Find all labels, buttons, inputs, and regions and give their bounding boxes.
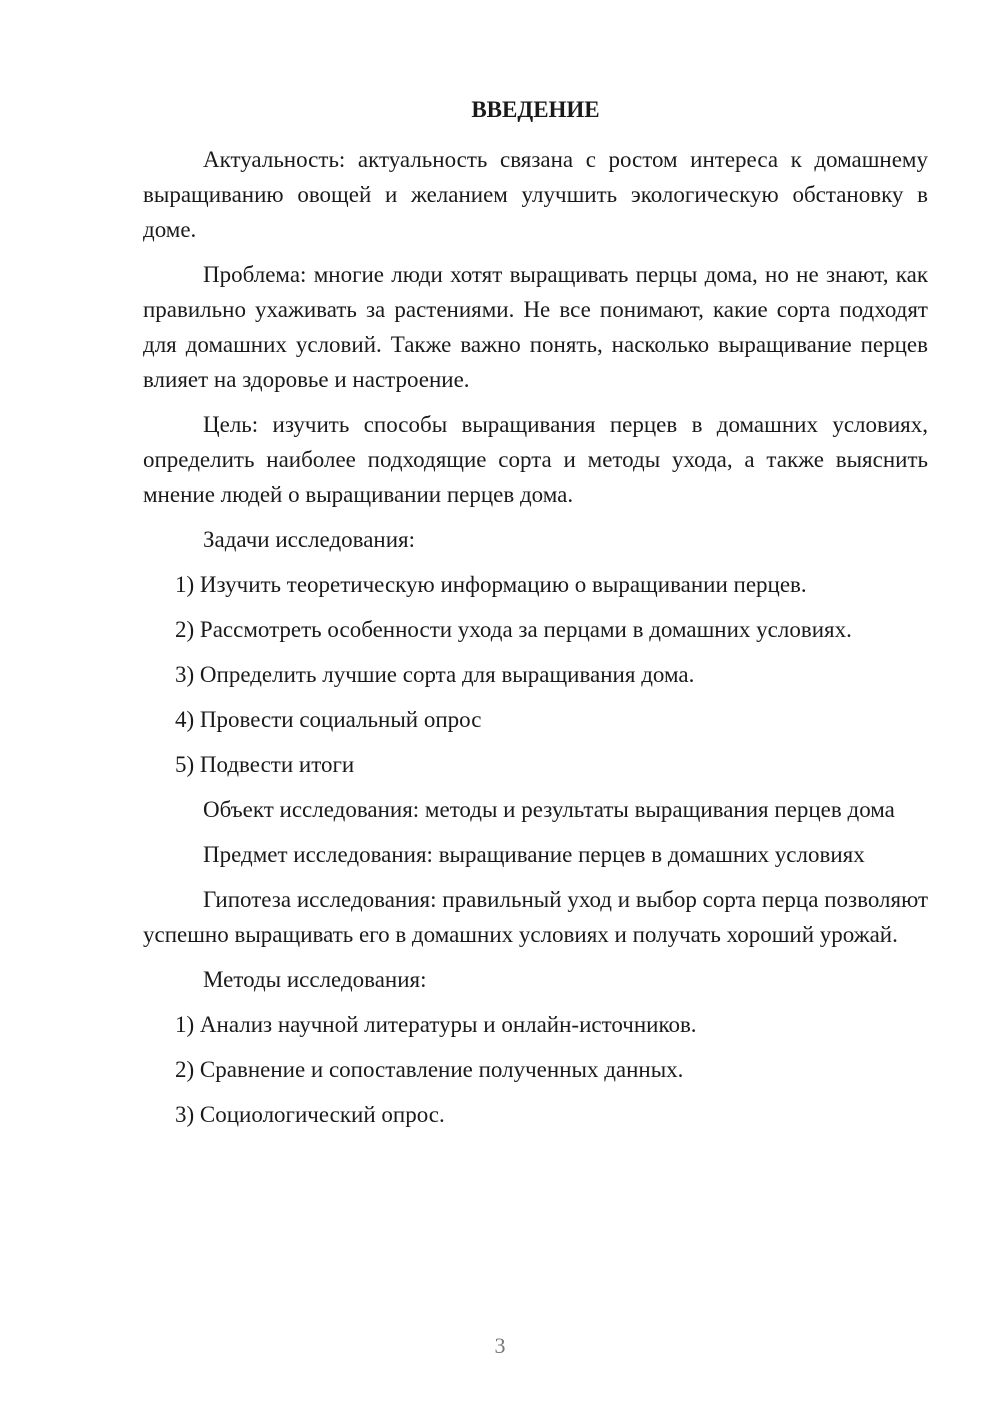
task-item-5: 5) Подвести итоги <box>175 752 355 777</box>
page-title: ВВЕДЕНИЕ <box>471 97 600 122</box>
object-paragraph: Объект исследования: методы и результаты выращивания перцев дома <box>203 797 895 822</box>
method-item-3: 3) Социологический опрос. <box>175 1102 445 1127</box>
task-item-2: 2) Рассмотреть особенности ухода за перцами в домашних условиях. <box>175 617 852 642</box>
method-item-2: 2) Сравнение и сопоставление полученных данных. <box>175 1057 684 1082</box>
problem-paragraph: Проблема: многие люди хотят выращивать перцы дома, но не знают, как правильно ухаживать за растениями. Не все понимают, какие сорта подходят для домашних условий. Также важно понять, насколько выращивание перцев влияет на здоровье и настроение. <box>143 262 928 392</box>
document-page <box>143 92 928 1142</box>
tasks-heading: Задачи исследования: <box>203 527 416 552</box>
page-number: 3 <box>494 1333 506 1358</box>
task-item-3: 3) Определить лучшие сорта для выращивания дома. <box>175 662 695 687</box>
methods-heading: Методы исследования: <box>203 967 427 992</box>
relevance-paragraph: Актуальность: актуальность связана с ростом интереса к домашнему выращиванию овощей и желанием улучшить экологическую обстановку в доме. <box>143 147 928 242</box>
subject-paragraph: Предмет исследования: выращивание перцев в домашних условиях <box>203 842 865 867</box>
method-item-1: 1) Анализ научной литературы и онлайн-источников. <box>175 1012 697 1037</box>
goal-paragraph: Цель: изучить способы выращивания перцев в домашних условиях, определить наиболее подходящие сорта и методы ухода, а также выяснить мнение людей о выращивании перцев дома. <box>143 412 928 507</box>
task-item-1: 1) Изучить теоретическую информацию о выращивании перцев. <box>175 572 807 597</box>
hypothesis-paragraph: Гипотеза исследования: правильный уход и выбор сорта перца позволяют успешно выращивать его в домашних условиях и получать хороший урожай. <box>143 887 928 947</box>
task-item-4: 4) Провести социальный опрос <box>175 707 482 732</box>
